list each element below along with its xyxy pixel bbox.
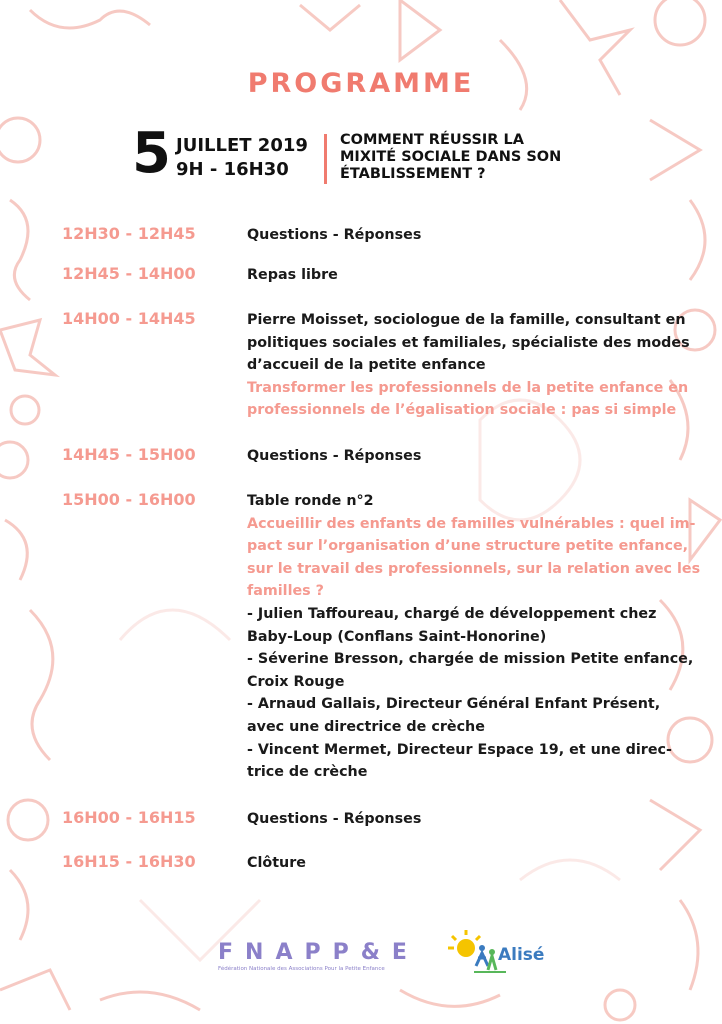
schedule-description: [247, 264, 692, 287]
theme-line: ÉTABLISSEMENT ?: [340, 166, 486, 182]
schedule-time: 12H45 - 14H00: [62, 264, 196, 283]
schedule-description: [247, 808, 692, 831]
theme-line: MIXITÉ SOCIALE DANS SON: [340, 149, 562, 165]
description-line: Pierre Moisset, sociologue de la famille, consultant en: [247, 312, 686, 328]
schedule-time: 14H45 - 15H00: [62, 445, 196, 464]
talk-title-line: professionnels de l’égalisation sociale : pas si simple: [247, 402, 677, 419]
schedule-description: [247, 852, 692, 875]
fnappe-logo: [218, 940, 419, 976]
speaker-line: - Julien Taffoureau, chargé de développement chez: [247, 605, 657, 622]
fnappe-logo-subtitle: Fédération Nationale des Associations Pour la Petite Enfance: [218, 966, 385, 972]
speaker-line: trice de crèche: [247, 764, 368, 781]
alise-logo: [446, 926, 576, 976]
page-title: PROGRAMME: [247, 68, 475, 99]
event-theme: [340, 132, 610, 183]
date-lines: [176, 134, 308, 182]
description-line: Questions - Réponses: [247, 227, 422, 243]
talk-title-line: pact sur l’organisation d’une structure petite enfance,: [247, 538, 689, 555]
sun-figures-icon: [446, 926, 506, 976]
speaker-line: - Séverine Bresson, chargée de mission Petite enfance,: [247, 651, 694, 668]
talk-title-line: familles ?: [247, 583, 324, 600]
schedule-description: [247, 490, 701, 784]
schedule-time: 14H00 - 14H45: [62, 309, 196, 328]
theme-line: COMMENT RÉUSSIR LA: [340, 132, 524, 148]
schedule-time: 12H30 - 12H45: [62, 224, 196, 243]
talk-title-line: sur le travail des professionnels, sur la relation avec les: [247, 560, 701, 577]
event-hours: 9H - 16H30: [176, 159, 289, 180]
description-line: Questions - Réponses: [247, 448, 422, 464]
schedule-time: 16H15 - 16H30: [62, 852, 196, 871]
event-day: 5: [132, 121, 171, 186]
description-line: politiques sociales et familiales, spécialiste des modes: [247, 334, 690, 351]
date-block: [132, 121, 602, 190]
description-line: Table ronde n°2: [247, 493, 374, 509]
description-line: Repas libre: [247, 267, 338, 283]
speaker-line: avec une directrice de crèche: [247, 718, 485, 735]
schedule-time: 15H00 - 16H00: [62, 490, 196, 509]
speaker-line: Baby-Loup (Conflans Saint-Honorine): [247, 628, 547, 645]
speaker-line: Croix Rouge: [247, 673, 345, 690]
speaker-line: - Vincent Mermet, Directeur Espace 19, et une direc-: [247, 741, 672, 758]
talk-title-line: Accueillir des enfants de familles vulnérables : quel im-: [247, 515, 696, 532]
schedule-description: [247, 224, 692, 247]
divider-bar: [324, 134, 327, 184]
talk-title-line: Transformer les professionnels de la petite enfance en: [247, 379, 689, 396]
description-line: Questions - Réponses: [247, 811, 422, 827]
description-line: d’accueil de la petite enfance: [247, 357, 486, 374]
schedule-time: 16H00 - 16H15: [62, 808, 196, 827]
fnappe-logo-letters: FNAPP&E: [218, 940, 419, 965]
description-line: Clôture: [247, 855, 306, 871]
schedule-description: [247, 309, 692, 422]
alise-name: Alisé: [498, 945, 545, 965]
speaker-line: - Arnaud Gallais, Directeur Général Enfant Présent,: [247, 696, 661, 713]
schedule-description: [247, 445, 692, 468]
event-month-year: JUILLET 2019: [176, 135, 308, 156]
